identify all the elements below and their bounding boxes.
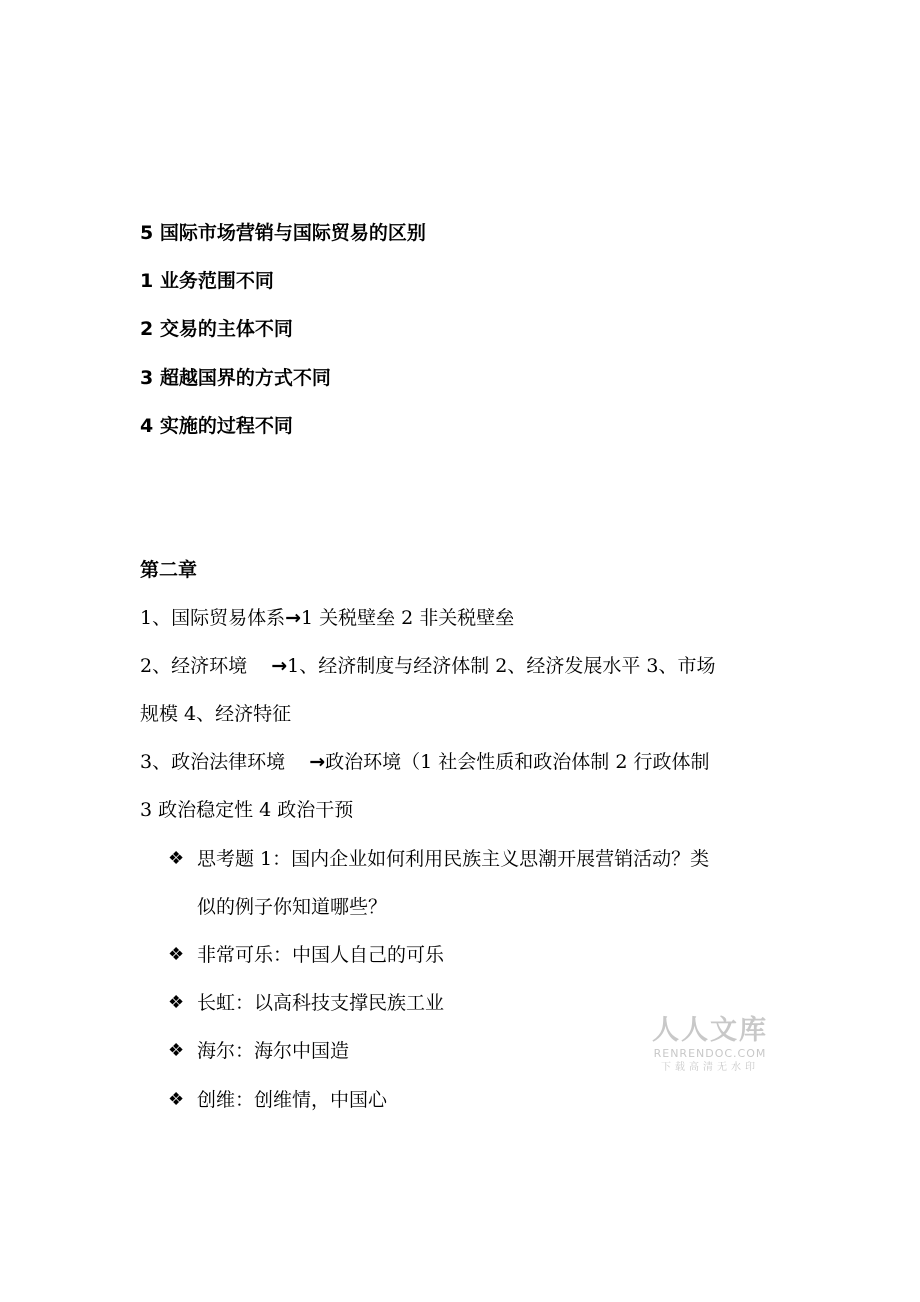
diamond-bullet-icon: ❖: [168, 1089, 185, 1110]
list-item: 1 业务范围不同: [140, 270, 274, 292]
section-title: 5 国际市场营销与国际贸易的区别: [140, 222, 426, 244]
paragraph-politics-line1: [140, 749, 709, 775]
watermark-brand: 人人文库: [652, 1015, 768, 1046]
watermark-logo: [648, 1015, 772, 1075]
paragraph-trade-system: [140, 605, 514, 631]
arrow-icon: →: [285, 607, 302, 629]
paragraph-economy-line1: [140, 653, 716, 679]
paragraph-politics-line2: 3 政治稳定性 4 政治干预: [140, 799, 354, 821]
p2-post1: 1、经济制度与经济体制 2、经济发展水平 3、市场: [287, 655, 716, 677]
list-item: 2 交易的主体不同: [140, 318, 293, 340]
watermark-domain: RENRENDOC.COM: [653, 1047, 767, 1060]
arrow-icon: →: [271, 655, 288, 677]
bullet-text: 思考题 1：国内企业如何利用民族主义思潮开展营销活动？类: [197, 848, 710, 870]
p1-post: 1 关税壁垒 2 非关税壁垒: [301, 607, 515, 629]
arrow-icon: →: [309, 751, 326, 773]
bullet-text: 海尔：海尔中国造: [197, 1040, 350, 1062]
diamond-bullet-icon: ❖: [168, 848, 185, 869]
bullet-text: 非常可乐：中国人自己的可乐: [197, 944, 445, 966]
p2-pre: 2、经济环境: [140, 655, 272, 677]
bullet-text: 长虹：以高科技支撑民族工业: [197, 992, 445, 1014]
p1-pre: 1、国际贸易体系: [140, 607, 286, 629]
p3-post1: 政治环境（1 社会性质和政治体制 2 行政体制: [325, 751, 710, 773]
diamond-bullet-icon: ❖: [168, 944, 185, 965]
list-item: 3 超越国界的方式不同: [140, 367, 331, 389]
chapter-title: 第二章: [140, 559, 198, 581]
p3-pre: 3、政治法律环境: [140, 751, 310, 773]
diamond-bullet-icon: ❖: [168, 1040, 185, 1061]
bullet-text: 创维：创维情，中国心: [197, 1089, 388, 1111]
diamond-bullet-icon: ❖: [168, 992, 185, 1013]
watermark-tagline: 下载高清无水印: [661, 1062, 759, 1073]
bullet-text-cont: 似的例子你知道哪些？: [197, 896, 388, 918]
paragraph-economy-line2: 规模 4、经济特征: [140, 703, 292, 725]
list-item: 4 实施的过程不同: [140, 415, 293, 437]
